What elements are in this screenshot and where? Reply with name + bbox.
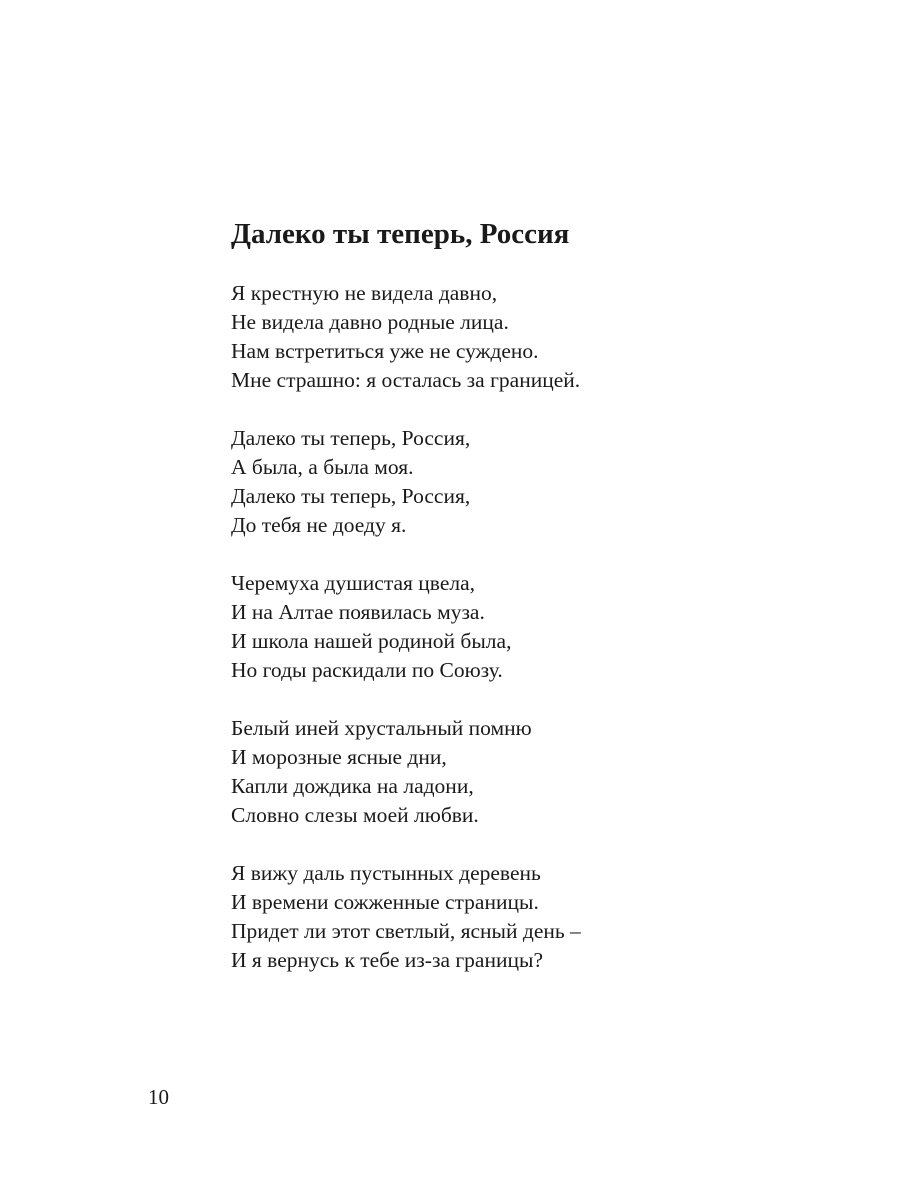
poem-line: И школа нашей родиной была, <box>231 629 512 653</box>
poem-line: Нам встретиться уже не суждено. <box>231 339 539 363</box>
stanza-1 <box>231 279 580 395</box>
poem-line: Белый иней хрустальный помню <box>231 716 532 740</box>
poem-line: Я вижу даль пустынных деревень <box>231 861 541 885</box>
poem-line: Черемуха душистая цвела, <box>231 571 476 595</box>
stanza-3 <box>231 569 511 685</box>
poem-title: Далеко ты теперь, Россия <box>231 218 570 250</box>
poem-line: И я вернусь к тебе из-за границы? <box>231 948 543 972</box>
poem-line: Словно слезы моей любви. <box>231 803 479 827</box>
stanza-5 <box>231 859 581 975</box>
poem-line: Придет ли этот светлый, ясный день – <box>231 919 581 943</box>
poem-line: Капли дождика на ладони, <box>231 774 474 798</box>
stanza-2 <box>231 424 470 540</box>
poem-line: Но годы раскидали по Союзу. <box>231 658 503 682</box>
poem-line: Далеко ты теперь, Россия, <box>231 484 471 508</box>
poem-line: И морозные ясные дни, <box>231 745 447 769</box>
poem-line: А была, а была моя. <box>231 455 414 479</box>
page-number: 10 <box>148 1085 169 1109</box>
poem-line: До тебя не доеду я. <box>231 513 407 537</box>
poem-line: Не видела давно родные лица. <box>231 310 509 334</box>
poem-line: И на Алтае появилась муза. <box>231 600 485 624</box>
poem-line: Мне страшно: я осталась за границей. <box>231 368 581 392</box>
poem-line: И времени сожженные страницы. <box>231 890 539 914</box>
poem-line: Я крестную не видела давно, <box>231 281 498 305</box>
poem-line: Далеко ты теперь, Россия, <box>231 426 471 450</box>
stanza-4 <box>231 714 532 830</box>
